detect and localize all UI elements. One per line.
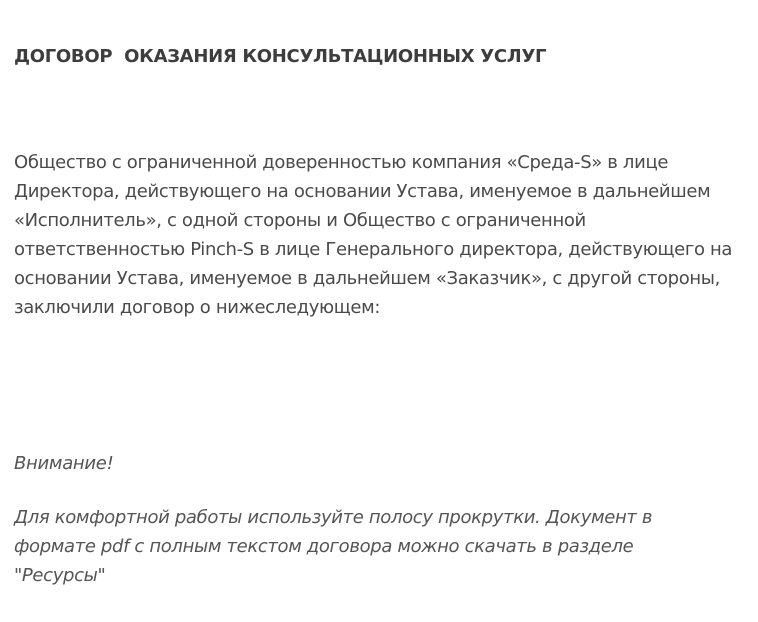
contract-title: ДОГОВОР ОКАЗАНИЯ КОНСУЛЬТАЦИОННЫХ УСЛУГ [14, 46, 547, 67]
contract-preamble: Общество с ограниченной доверенностью компания «Среда-S» в лице Директора, действующего на основании Устава, именуемое в дальнейшем «Исполнитель», с одной стороны и Общество с ограниченной ответственностью Pinch-S в лице Генерального директора, действующего на основании Устава, именуемое в дальнейшем «Заказчик», с другой стороны, заключили договор о нижеследующем: [14, 152, 733, 318]
notice-text: Для комфортной работы используйте полосу прокрутки. Документ в формате pdf с полным текстом договора можно скачать в разделе "Ресурсы" [14, 507, 653, 586]
notice-heading: Внимание! [14, 453, 114, 474]
